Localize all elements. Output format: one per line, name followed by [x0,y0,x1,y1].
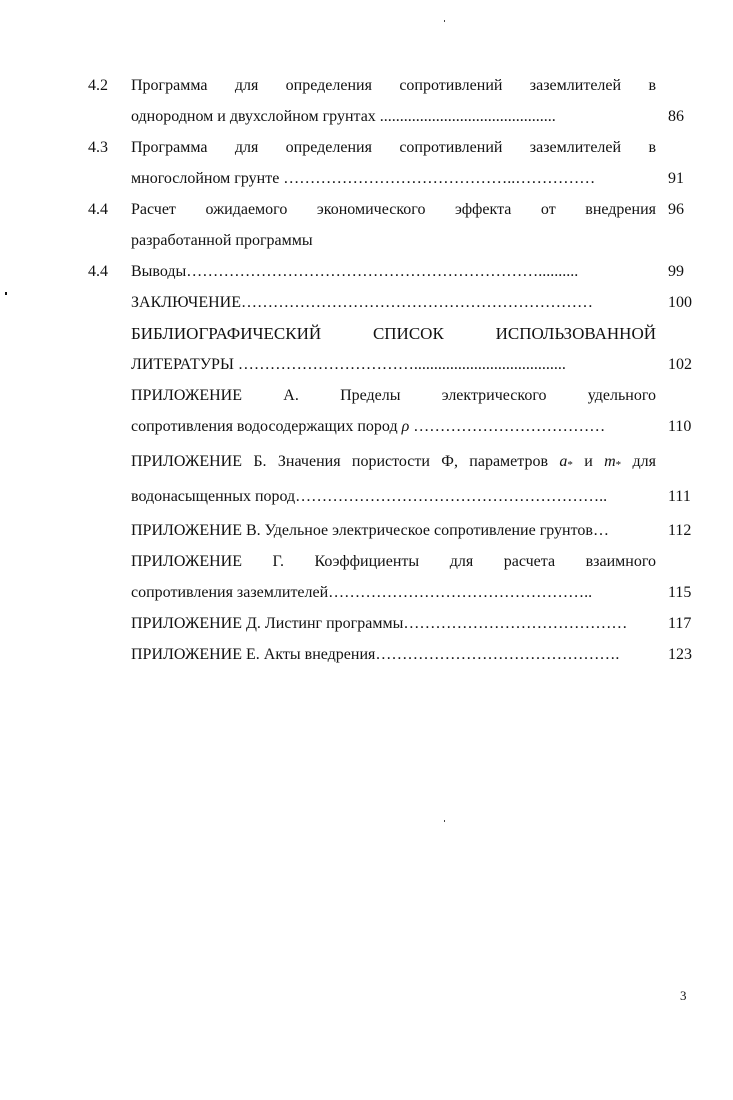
table-of-contents [0,70,733,670]
toc-entry[interactable] [0,70,733,132]
scan-speck [444,20,445,22]
toc-entry-title: Расчет ожидаемого экономического эффекта от внедрения [131,201,656,218]
toc-entry-title-cont: сопротивления водосодержащих пород ρ ……………………………… [131,418,606,435]
toc-entry[interactable] [0,546,733,608]
toc-entry[interactable] [0,287,733,318]
toc-entry-title: ПРИЛОЖЕНИЕ А. Пределы электрического удельного [131,387,656,404]
toc-entry-title: ПРИЛОЖЕНИЕ Е. Акты внедрения………………………………………. [131,646,620,663]
toc-entry-page: 110 [668,418,692,435]
toc-entry-page: 112 [668,522,692,539]
toc-entry[interactable] [0,132,733,194]
toc-entry-title: ПРИЛОЖЕНИЕ Б. Значения пористости Ф, параметров a* и m* для [131,453,656,471]
toc-entry-page: 96 [668,201,684,218]
toc-entry-number: 4.3 [88,139,108,156]
page-number: 3 [680,988,687,1003]
toc-entry-page: 111 [668,488,691,505]
toc-entry-title-cont: водонасыщенных пород………………………………………………….. [131,488,608,505]
toc-entry-page: 100 [668,294,692,311]
toc-entry-title: Программа для определения сопротивлений заземлителей в [131,139,656,156]
toc-entry-number: 4.4 [88,201,108,218]
toc-entry-page: 117 [668,615,692,632]
toc-entry[interactable] [0,256,733,287]
toc-entry-title-cont: ЛИТЕРАТУРЫ ……………………………...................................... [131,356,566,373]
toc-entry-page: 123 [668,646,692,663]
toc-entry-number: 4.4 [88,263,108,280]
toc-entry-page: 86 [668,108,684,125]
toc-entry[interactable] [0,446,733,512]
toc-entry[interactable] [0,639,733,670]
toc-entry-title-cont: однородном и двухслойном грунтах ............................................ [131,108,556,125]
toc-entry-title: ПРИЛОЖЕНИЕ Г. Коэффициенты для расчета взаимного [131,553,656,570]
toc-entry[interactable] [0,515,733,546]
toc-entry-title: ЗАКЛЮЧЕНИЕ………………………………………………………… [131,294,593,311]
toc-entry[interactable] [0,608,733,639]
toc-entry-page: 115 [668,584,692,601]
scan-speck [444,820,445,822]
toc-entry-number: 4.2 [88,77,108,94]
toc-entry-title: Выводы………………………………………………………….......... [131,263,579,280]
toc-entry-page: 102 [668,356,692,373]
toc-entry-page: 91 [668,170,684,187]
toc-entry-title-cont: сопротивления заземлителей………………………………………….. [131,584,593,601]
toc-entry-title-cont: разработанной программы [131,232,313,249]
toc-entry-title: Программа для определения сопротивлений заземлителей в [131,77,656,94]
toc-entry-title: БИБЛИОГРАФИЧЕСКИЙ СПИСОК ИСПОЛЬЗОВАННОЙ [131,324,656,343]
toc-entry-title-cont: многослойном грунте ……………………………………..…………… [131,170,596,187]
toc-entry-page: 99 [668,263,684,280]
toc-entry-title: ПРИЛОЖЕНИЕ Д. Листинг программы…………………………………… [131,615,628,632]
toc-entry[interactable] [0,194,733,256]
toc-entry[interactable] [0,318,733,380]
toc-entry-title: ПРИЛОЖЕНИЕ В. Удельное электрическое сопротивление грунтов… [131,522,609,539]
toc-entry[interactable] [0,380,733,442]
